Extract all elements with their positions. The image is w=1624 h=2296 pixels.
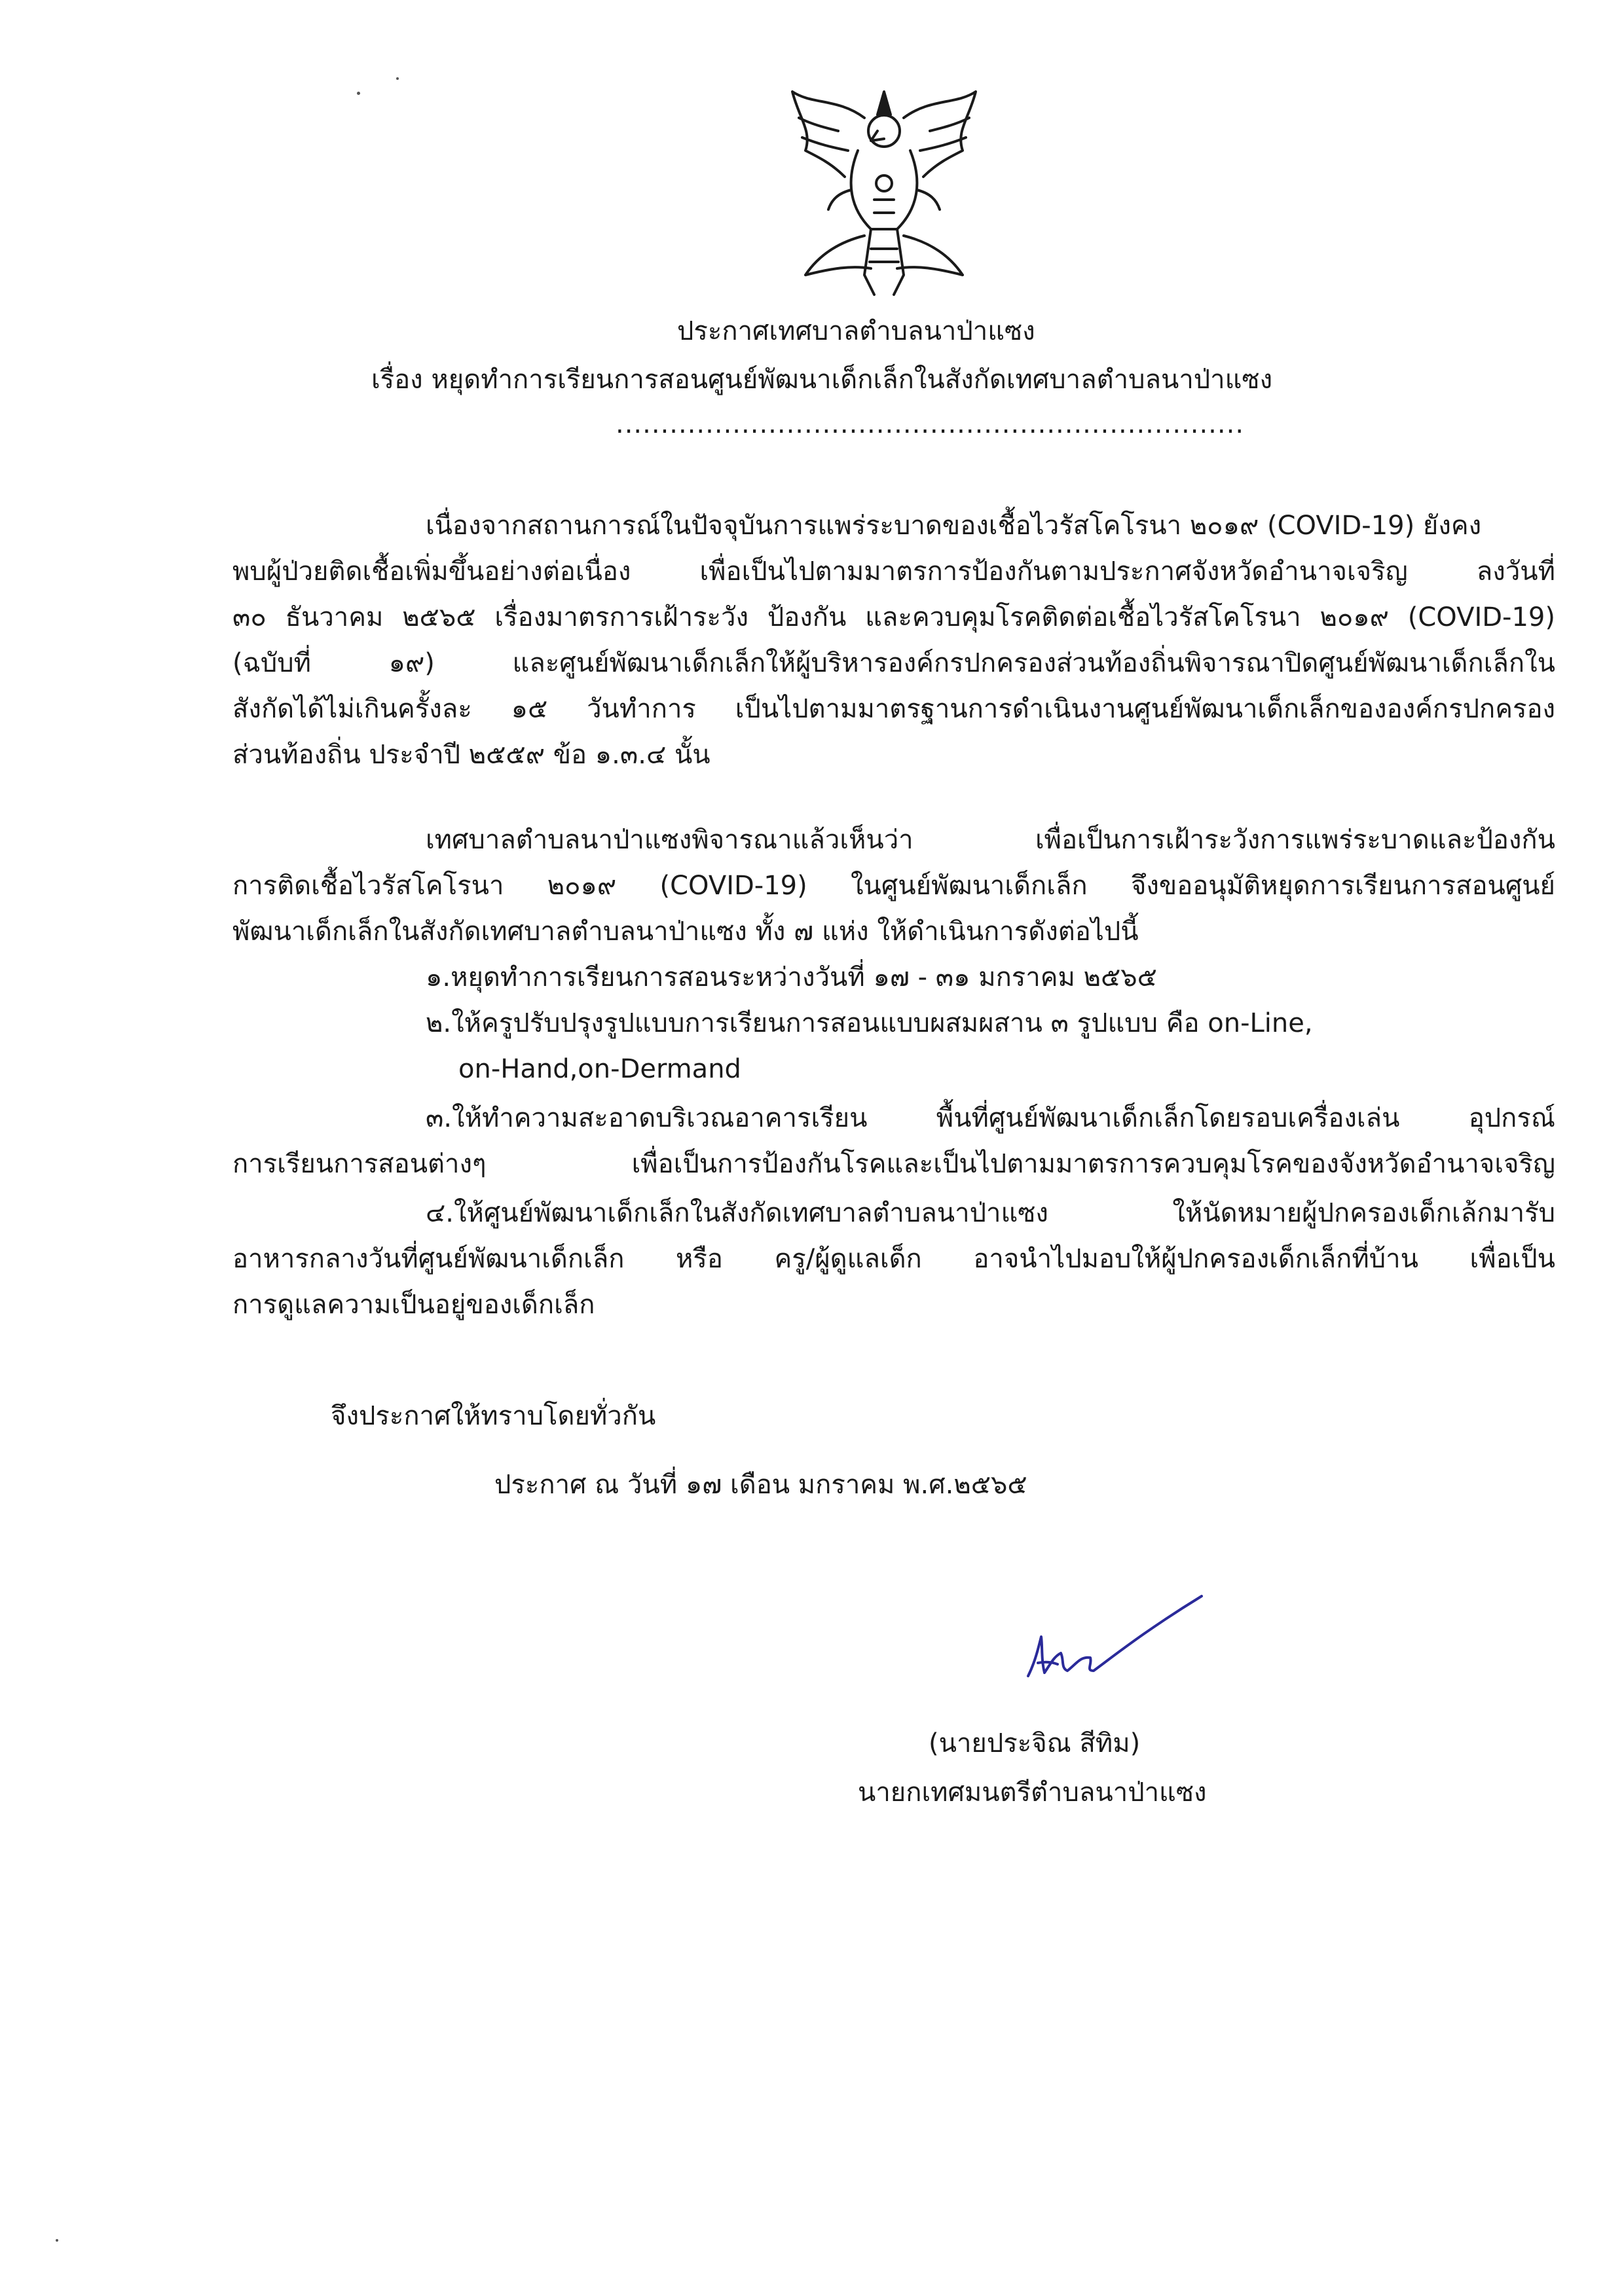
paragraph-1-line: พบผู้ป่วยติดเชื้อเพิ่มขึ้นอย่างต่อเนื่อง เพื่อเป็นไปตามมาตรการป้องกันตามประกาศจังหวัดอำนาจเจริญ ลงวันที่ [232, 556, 1555, 587]
item-3-line: ๓.ให้ทำความสะอาดบริเวณอาคารเรียน พื้นที่ศูนย์พัฒนาเด็กเล็กโดยรอบเครื่องเล่น อุปกรณ์ [426, 1103, 1555, 1133]
paragraph-1-line: ส่วนท้องถิ่น ประจำปี ๒๕๕๙ ข้อ ๑.๓.๔ นั้น [232, 740, 710, 770]
paragraph-1-line: (ฉบับที่ ๑๙) และศูนย์พัฒนาเด็กเล็กให้ผู้บริหารองค์กรปกครองส่วนท้องถิ่นพิจารณาปิดศูนย์พัฒนาเด็กเล็กใน [232, 648, 1555, 678]
paragraph-1-line: เนื่องจากสถานการณ์ในปัจจุบันการแพร่ระบาดของเชื้อไวรัสโคโรนา ๒๐๑๙ (COVID-19) ยังคง [426, 511, 1482, 541]
announcement-date: ประกาศ ณ วันที่ ๑๗ เดือน มกราคม พ.ศ.๒๕๖๕ [494, 1470, 1027, 1500]
item-4-line: อาหารกลางวันที่ศูนย์พัฒนาเด็กเล็ก หรือ ครู/ผู้ดูแลเด็ก อาจนำไปมอบให้ผู้ปกครองเด็กเล็กที่บ้าน เพื่อเป็น [232, 1244, 1555, 1274]
scan-speck [396, 77, 399, 80]
signer-name: (นายประจิณ สีทิม) [929, 1728, 1141, 1758]
subject-label: เรื่อง [371, 365, 423, 395]
subject-line [371, 361, 1272, 398]
handwritten-signature-icon [1015, 1584, 1211, 1696]
announcement-title: ประกาศเทศบาลตำบลนาป่าแซง [677, 316, 1035, 346]
signer-position: นายกเทศมนตรีตำบลนาป่าแซง [858, 1777, 1207, 1808]
item-4-line: ๔.ให้ศูนย์พัฒนาเด็กเล็กในสังกัดเทศบาลตำบลนาป่าแซง ให้นัดหมายผู้ปกครองเด็กเล้กมารับ [426, 1198, 1555, 1228]
paragraph-2-line: เทศบาลตำบลนาป่าแซงพิจารณาแล้วเห็นว่า เพื่อเป็นการเฝ้าระวังการแพร่ระบาดและป้องกัน [426, 825, 1555, 855]
closing-announce: จึงประกาศให้ทราบโดยทั่วกัน [331, 1401, 656, 1431]
header-divider: ...................................................................... [616, 409, 1245, 439]
scan-speck [56, 2239, 58, 2242]
item-4-line: การดูแลความเป็นอยู่ของเด็กเล็ก [232, 1290, 595, 1320]
paragraph-2-line: พัฒนาเด็กเล็กในสังกัดเทศบาลตำบลนาป่าแซง ทั้ง ๗ แห่ง ให้ดำเนินการดังต่อไปนี้ [232, 917, 1139, 947]
item-1: ๑.หยุดทำการเรียนการสอนระหว่างวันที่ ๑๗ - ๓๑ มกราคม ๒๕๖๕ [426, 962, 1157, 993]
garuda-emblem-icon [773, 79, 995, 301]
subject-text: หยุดทำการเรียนการสอนศูนย์พัฒนาเด็กเล็กในสังกัดเทศบาลตำบลนาป่าแซง [431, 365, 1273, 395]
item-2-line: ๒.ให้ครูปรับปรุงรูปแบบการเรียนการสอนแบบผสมผสาน ๓ รูปแบบ คือ on-Line, [426, 1008, 1313, 1038]
paragraph-1-line: ๓๐ ธันวาคม ๒๕๖๕ เรื่องมาตรการเฝ้าระวัง ป้องกัน และควบคุมโรคติดต่อเชื้อไวรัสโคโรนา ๒๐๑๙ (COVID-19) [232, 602, 1555, 632]
scan-speck [357, 92, 360, 95]
item-3-line: การเรียนการสอนต่างๆ เพื่อเป็นการป้องกันโรคและเป็นไปตามมาตรการควบคุมโรคของจังหวัดอำนาจเจริญ [232, 1149, 1555, 1179]
paragraph-2-line: การติดเชื้อไวรัสโคโรนา ๒๐๑๙ (COVID-19) ในศูนย์พัฒนาเด็กเล็ก จึงขออนุมัติหยุดการเรียนการสอนศูนย์ [232, 871, 1555, 901]
item-2-line: on-Hand,on-Dermand [458, 1054, 741, 1084]
paragraph-1-line: สังกัดได้ไม่เกินครั้งละ ๑๕ วันทำการ เป็นไปตามมาตรฐานการดำเนินงานศูนย์พัฒนาเด็กเล็กขององค์กรปกครอง [232, 694, 1555, 724]
